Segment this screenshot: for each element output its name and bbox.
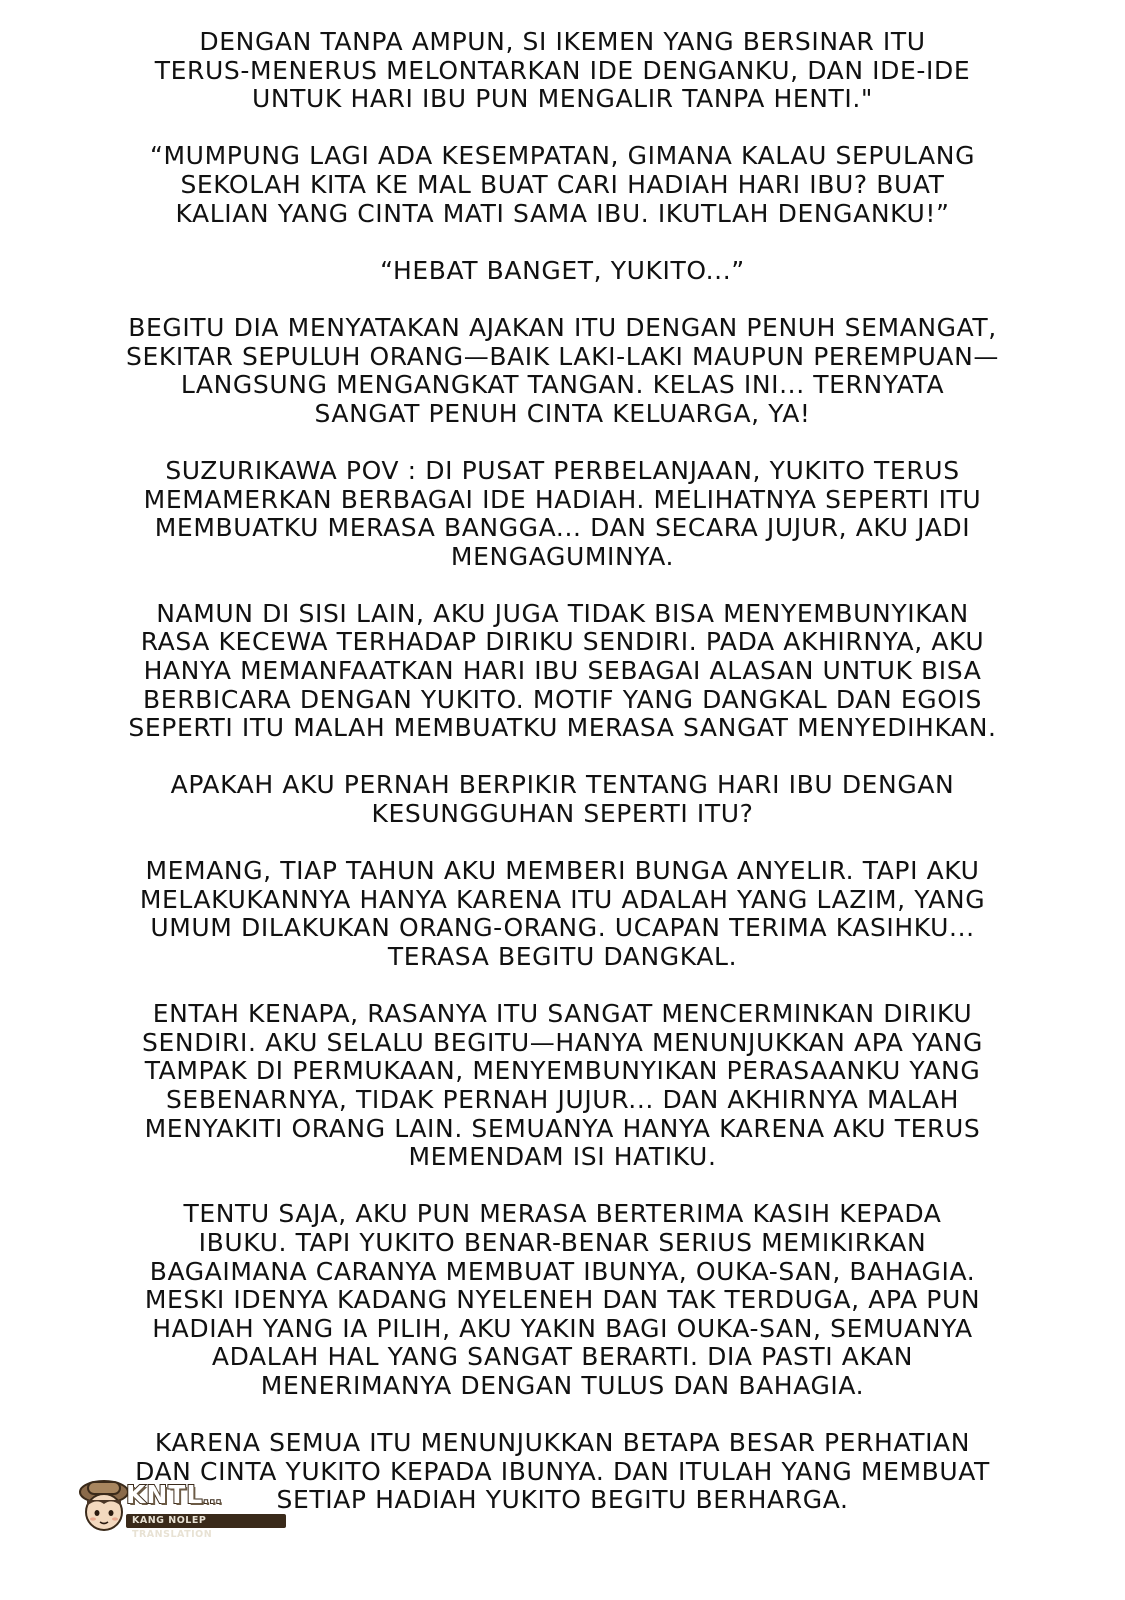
text-line: UMUM DILAKUKAN ORANG-ORANG. UCAPAN TERIMA KASIHKU... — [150, 913, 975, 943]
watermark-title — [126, 1480, 222, 1509]
text-line: SEKOLAH KITA KE MAL BUAT CARI HADIAH HARI IBU? BUAT — [180, 169, 945, 199]
text-line: BEGITU DIA MENYATAKAN AJAKAN ITU DENGAN PENUH SEMANGAT, — [128, 312, 997, 342]
text-line: IBUKU. TAPI YUKITO BENAR-BENAR SERIUS MEMIKIRKAN — [198, 1227, 927, 1257]
text-line: SUZURIKAWA POV : DI PUSAT PERBELANJAAN, YUKITO TERUS — [165, 455, 960, 485]
text-line: KALIAN YANG CINTA MATI SAMA IBU. IKUTLAH DENGANKU!” — [175, 198, 950, 228]
text-line: HADIAH YANG IA PILIH, AKU YAKIN BAGI OUKA-SAN, SEMUANYA — [152, 1313, 973, 1343]
text-line: MEMBUATKU MERASA BANGGA... DAN SECARA JUJUR, AKU JADI — [154, 513, 971, 543]
paragraph — [60, 1200, 1065, 1400]
text-line: SENDIRI. AKU SELALU BEGITU—HANYA MENUNJUKKAN APA YANG — [142, 1027, 983, 1057]
text-line: ENTAH KENAPA, RASANYA ITU SANGAT MENCERMINKAN DIRIKU — [152, 999, 973, 1029]
watermark-title-suffix: ... — [203, 1491, 223, 1507]
text-line: MENGAGUMINYA. — [450, 541, 675, 571]
text-line: RASA KECEWA TERHADAP DIRIKU SENDIRI. PADA AKHIRNYA, AKU — [140, 627, 985, 657]
text-line: TERASA BEGITU DANGKAL. — [387, 942, 738, 971]
paragraph — [60, 857, 1065, 971]
text-line: MESKI IDENYA KADANG NYELENEH DAN TAK TERDUGA, APA PUN — [144, 1285, 981, 1315]
text-line: MENYAKITI ORANG LAIN. SEMUANYA HANYA KARENA AKU TERUS — [144, 1113, 981, 1143]
text-line: TAMPAK DI PERMUKAAN, MENYEMBUNYIKAN PERASAANKU YANG — [144, 1056, 981, 1086]
paragraph — [60, 771, 1065, 828]
text-line: MELAKUKANNYA HANYA KARENA ITU ADALAH YANG LAZIM, YANG — [139, 884, 986, 914]
text-line: KARENA SEMUA ITU MENUNJUKKAN BETAPA BESAR PERHATIAN — [154, 1428, 971, 1458]
text-line: SEKITAR SEPULUH ORANG—BAIK LAKI-LAKI MAUPUN PEREMPUAN— — [125, 341, 999, 371]
text-line: “MUMPUNG LAGI ADA KESEMPATAN, GIMANA KALAU SEPULANG — [149, 141, 976, 171]
text-line: NAMUN DI SISI LAIN, AKU JUGA TIDAK BISA MENYEMBUNYIKAN — [156, 598, 969, 628]
paragraph — [60, 257, 1065, 286]
paragraph — [60, 1000, 1065, 1172]
text-line: MEMANG, TIAP TAHUN AKU MEMBERI BUNGA ANYELIR. TAPI AKU — [145, 856, 980, 886]
translator-watermark — [76, 1476, 286, 1538]
watermark-subtitle: KANG NOLEP TRANSLATION — [126, 1514, 286, 1528]
text-line: “HEBAT BANGET, YUKITO...” — [380, 255, 745, 285]
text-line: KESUNGGUHAN SEPERTI ITU? — [371, 799, 754, 829]
text-line: SETIAP HADIAH YUKITO BEGITU BERHARGA. — [276, 1485, 849, 1515]
paragraph — [60, 28, 1065, 114]
paragraph — [60, 600, 1065, 743]
paragraph — [60, 314, 1065, 428]
body-text — [60, 28, 1065, 1543]
mascot-face-icon — [76, 1476, 132, 1536]
text-line: DENGAN TANPA AMPUN, SI IKEMEN YANG BERSINAR ITU — [199, 27, 926, 56]
text-line: APAKAH AKU PERNAH BERPIKIR TENTANG HARI IBU DENGAN — [170, 770, 955, 800]
text-line: DAN CINTA YUKITO KEPADA IBUNYA. DAN ITULAH YANG MEMBUAT — [135, 1456, 990, 1486]
text-line: BAGAIMANA CARANYA MEMBUAT IBUNYA, OUKA-SAN, BAHAGIA. — [149, 1256, 976, 1286]
text-line: SEBENARNYA, TIDAK PERNAH JUJUR... DAN AKHIRNYA MALAH — [165, 1084, 960, 1114]
paragraph — [60, 457, 1065, 571]
text-line: TENTU SAJA, AKU PUN MERASA BERTERIMA KASIH KEPADA — [183, 1199, 942, 1229]
text-line: BERBICARA DENGAN YUKITO. MOTIF YANG DANGKAL DAN EGOIS — [143, 684, 982, 714]
watermark-title-main: KNTL — [126, 1480, 204, 1509]
text-line: SANGAT PENUH CINTA KELUARGA, YA! — [314, 398, 811, 428]
text-line: HANYA MEMANFAATKAN HARI IBU SEBAGAI ALASAN UNTUK BISA — [143, 656, 982, 686]
text-line: UNTUK HARI IBU PUN MENGALIR TANPA HENTI." — [251, 84, 874, 114]
text-line: SEPERTI ITU MALAH MEMBUATKU MERASA SANGAT MENYEDIHKAN. — [128, 713, 997, 743]
text-line: MEMAMERKAN BERBAGAI IDE HADIAH. MELIHATNYA SEPERTI ITU — [143, 484, 982, 514]
text-line: ADALAH HAL YANG SANGAT BERARTI. DIA PASTI AKAN — [211, 1342, 914, 1372]
text-line: TERUS-MENERUS MELONTARKAN IDE DENGANKU, DAN IDE-IDE — [154, 55, 971, 85]
text-line: MENERIMANYA DENGAN TULUS DAN BAHAGIA. — [260, 1370, 865, 1400]
paragraph — [60, 142, 1065, 228]
text-line: LANGSUNG MENGANGKAT TANGAN. KELAS INI... TERNYATA — [180, 370, 945, 400]
text-line: MEMENDAM ISI HATIKU. — [408, 1142, 717, 1172]
